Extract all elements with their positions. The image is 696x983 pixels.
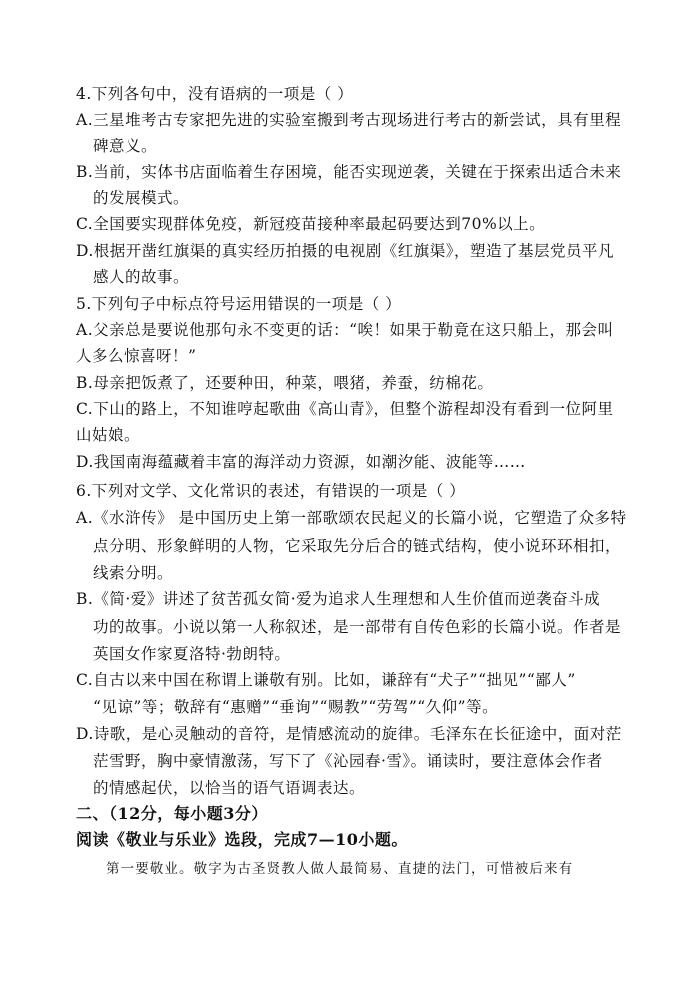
question-5-option-a: A.父亲总是要说他那句永不变更的话：“唉！如果于勒竟在这只船上，那会叫 <box>76 321 614 339</box>
question-4-option-d-cont: 感人的故事。 <box>93 268 190 286</box>
question-6-option-c: C.自古以来中国在称谓上谦敬有别。比如，谦辞有“犬子”“拙见”“鄙人” <box>76 671 576 689</box>
question-5-option-a-cont: 人多么惊喜呀！” <box>76 347 197 365</box>
question-5-option-b: B.母亲把饭煮了，还要种田，种菜，喂猪，养蚕，纺棉花。 <box>76 374 494 392</box>
question-5-stem: 5.下列句子中标点符号运用错误的一项是（ ） <box>76 295 402 313</box>
reading-instruction: 阅读《敬业与乐业》选段，完成7—10小题。 <box>76 830 408 849</box>
question-4-stem: 4.下列各句中，没有语病的一项是（ ） <box>76 85 354 103</box>
question-4-option-b-cont: 的发展模式。 <box>93 189 190 207</box>
question-6-option-b-cont1: 功的故事。小说以第一人称叙述，是一部带有自传色彩的长篇小说。作者是 <box>93 618 622 636</box>
question-6-stem: 6.下列对文学、文化常识的表述，有错误的一项是（ ） <box>76 482 466 500</box>
passage-text: 第一要敬业。敬字为古圣贤教人做人最简易、直捷的法门，可惜被后来有 <box>106 861 574 877</box>
question-4-option-c: C.全国要实现群体免疫，新冠疫苗接种率最起码要达到70%以上。 <box>76 215 546 233</box>
question-6-option-d-cont1: 茫雪野，胸中豪情激荡，写下了《沁园春·雪》。诵读时，要注意体会作者 <box>93 752 603 770</box>
question-5-option-c-cont: 山姑娘。 <box>76 426 141 444</box>
question-4-option-a-cont: 碑意义。 <box>93 137 158 155</box>
question-5-option-c: C.下山的路上，不知谁哼起歌曲《高山青》，但整个游程却没有看到一位阿里 <box>76 400 614 418</box>
question-6-option-b-cont2: 英国女作家夏洛特·勃朗特。 <box>93 645 291 663</box>
question-6-option-a-cont1: 点分明、形象鲜明的人物，它采取先分后合的链式结构，使小说环环相扣， <box>93 537 622 555</box>
question-6-option-d-cont2: 的情感起伏，以恰当的语气语调表达。 <box>93 779 366 797</box>
question-6-option-b: B.《简·爱》讲述了贫苦孤女简·爱为追求人生理想和人生价值而逆袭奋斗成 <box>76 590 601 608</box>
question-6-option-a-cont2: 线索分明。 <box>93 564 174 582</box>
question-4-option-d: D.根据开凿红旗渠的真实经历拍摄的电视剧《红旗渠》，塑造了基层党员平凡 <box>76 242 615 260</box>
section-heading: 二、（12分，每小题3分） <box>76 804 268 823</box>
question-6-option-a: A.《水浒传》 是中国历史上第一部歌颂农民起义的长篇小说，它塑造了众多特 <box>76 509 627 527</box>
question-5-option-d: D.我国南海蕴藏着丰富的海洋动力资源，如潮汐能、波能等…… <box>76 453 526 471</box>
question-6-option-d: D.诗歌，是心灵触动的音符，是情感流动的旋律。毛泽东在长征途中，面对茫 <box>76 725 622 743</box>
question-6-option-c-cont: “见谅”等；敬辞有“惠赠”“垂询”“赐教”“劳驾”“久仰”等。 <box>93 698 499 716</box>
question-4-option-a: A.三星堆考古专家把先进的实验室搬到考古现场进行考古的新尝试，具有里程 <box>76 111 622 129</box>
question-4-option-b: B.当前，实体书店面临着生存困境，能否实现逆袭，关键在于探索出适合未来 <box>76 163 622 181</box>
